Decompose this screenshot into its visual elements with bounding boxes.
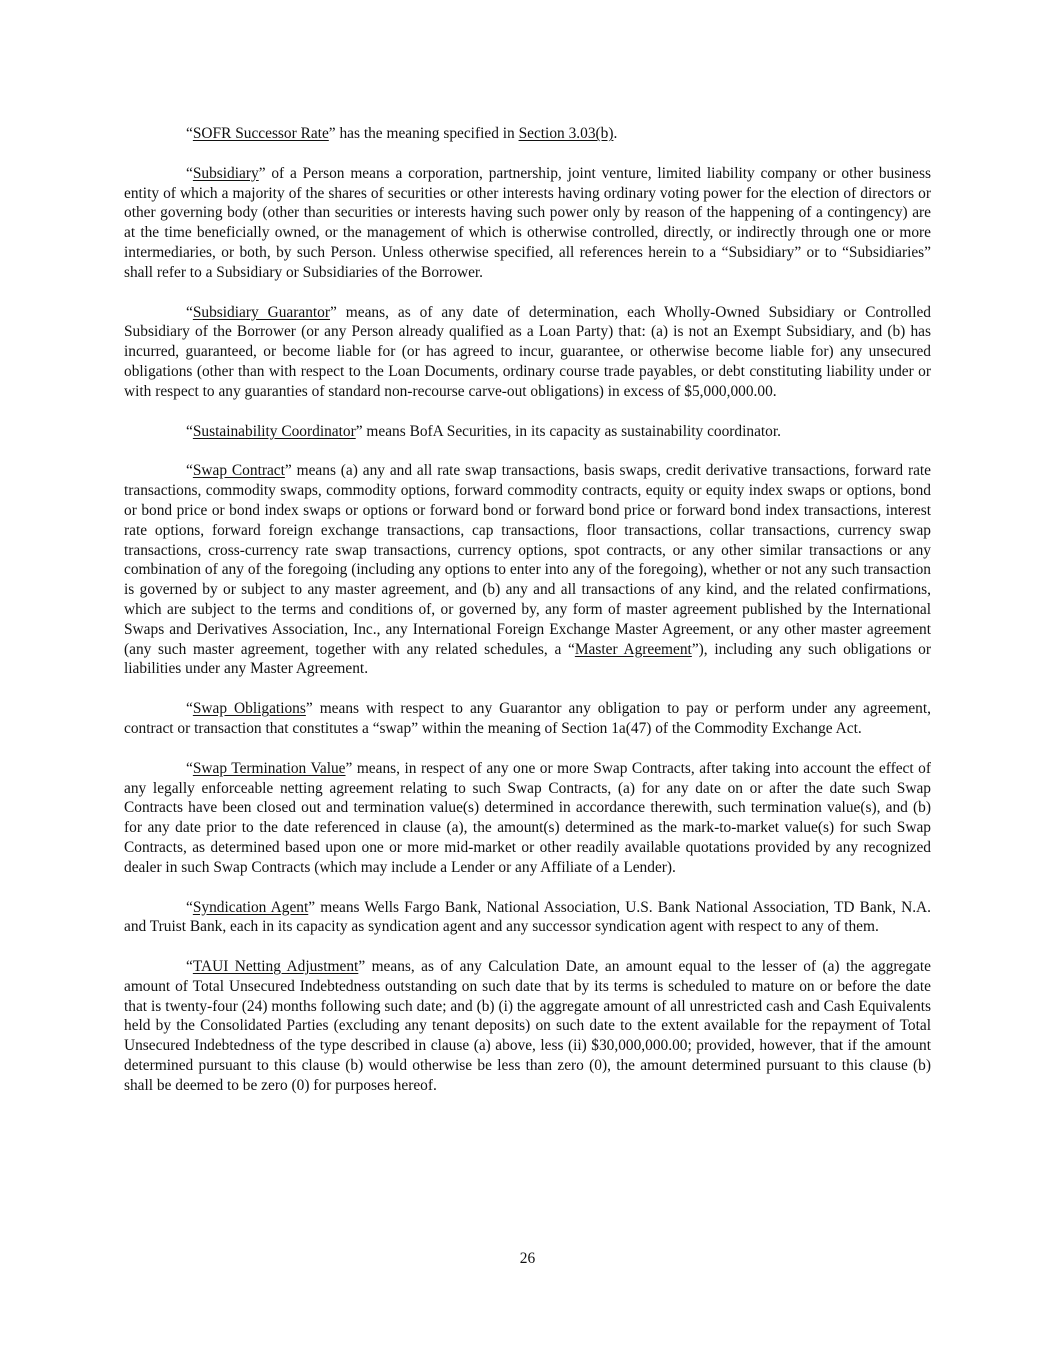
open-quote: “ [186, 462, 193, 480]
defined-term: Subsidiary [192, 164, 259, 182]
defined-term: TAUI Netting Adjustment [192, 958, 359, 976]
defined-term-master-agreement: Master Agreement [574, 640, 692, 658]
definition-text: ” means BofA Securities, in its capacity as sustainability coordinator. [355, 422, 782, 440]
defined-term: Swap Contract [192, 462, 285, 480]
open-quote: “ [186, 164, 193, 182]
open-quote: “ [186, 898, 193, 916]
definition-text: ” of a Person means a corporation, partnership, joint venture, limited liability company or other business entity of which a majority of the shares of securities or other interests having ordinary voting power for the election of directors or other governing body (other than securities or interests having such power only by reason of the happening of a contingency) are at the time beneficially owned, or the management of which is otherwise controlled, directly, or indirectly through one or more intermediaries, or both, by such Person. Unless otherwise specified, all references herein to a “Subsidiary” or to “Subsidiaries” shall refer to a Subsidiary or Subsidiaries of the Borrower. [124, 164, 931, 281]
section-reference: Section 3.03(b) [518, 125, 614, 142]
defined-term: Sustainability Coordinator [192, 422, 356, 440]
open-quote: “ [186, 700, 193, 718]
definition-text: ” means, in respect of any one or more Swap Contracts, after taking into account the effect of any legally enforceable netting agreement relating to such Swap Contracts, (a) for any date on or after the date such Swap Contracts have been closed out and termination value(s) determined in accordance therewith, such termination value(s), and (b) for any date prior to the date referenced in clause (a), the amount(s) determined as the mark-to-market value(s) for such Swap Contracts, as determined based upon one or more mid-market or other readily available quotations provided by any recognized dealer in such Swap Contracts (which may include a Lender or any Affiliate of a Lender). [124, 759, 931, 876]
open-quote: “ [186, 422, 193, 440]
definition-subsidiary [124, 164, 931, 283]
definition-text: ” means, as of any Calculation Date, an amount equal to the lesser of (a) the aggregate amount of Total Unsecured Indebtedness outstanding on such date that by its terms is scheduled to mature on or before the date that is twenty-four (24) months following such date; and (b) (i) the aggregate amount of all unrestricted cash and Cash Equivalents held by the Consolidated Parties (excluding any tenant deposits) on such date to the extent available for the repayment of Total Unsecured Indebtedness of the type described in clause (a) above, less (ii) $30,000,000.00; provided, however, that if the amount determined pursuant to this clause (b) would otherwise be less than zero (0), the amount determined pursuant to this clause (b) shall be deemed to be zero (0) for purposes hereof. [124, 958, 931, 1094]
defined-term: SOFR Successor Rate [192, 125, 329, 142]
definition-taui-netting-adjustment [124, 957, 931, 1096]
definition-text: ” means Wells Fargo Bank, National Association, U.S. Bank National Association, TD Bank, N.A. and Truist Bank, each in its capacity as syndication agent and any successor syndication agent with respect to any of them. [124, 898, 932, 936]
defined-term: Swap Termination Value [192, 759, 346, 777]
document-page [124, 124, 931, 1116]
definition-swap-contract [124, 461, 931, 679]
definition-text: ”), including any such obligations or liabilities under any Master Agreement. [124, 640, 931, 678]
definition-subsidiary-guarantor [124, 303, 931, 402]
definition-syndication-agent [124, 898, 931, 938]
definition-swap-termination-value [124, 759, 931, 878]
definition-text: ” means (a) any and all rate swap transactions, basis swaps, credit derivative transactions, forward rate transactions, commodity swaps, commodity options, forward commodity contracts, equity or equity index swaps or options, bond or bond price or bond index swaps or options or forward bond or forward bond price or forward bond index transactions, interest rate options, forward foreign exchange transactions, cap transactions, floor transactions, collar transactions, currency swap transactions, cross-currency rate swap transactions, currency options, spot contracts, or any other similar transactions or any combination of any of the foregoing (including any options to enter into any of the foregoing), whether or not any such transaction is governed by or subject to any master agreement, and (b) any and all transactions of any kind, and the related confirmations, which are subject to the terms and conditions of, or governed by, any form of master agreement published by the International Swaps and Derivatives Association, Inc., any International Foreign Exchange Master Agreement, or any other master agreement (any such master agreement, together with any related schedules, a “ [124, 462, 932, 658]
definition-text: ” has the meaning specified in [328, 125, 519, 142]
page-number: 26 [519, 1250, 536, 1267]
defined-term: Swap Obligations [192, 700, 306, 718]
defined-term: Subsidiary Guarantor [192, 303, 331, 321]
open-quote: “ [186, 958, 193, 976]
definition-text: ” means, as of any date of determination, each Wholly-Owned Subsidiary or Controlled Subsidiary of the Borrower (or any Person already qualified as a Loan Party) that: (a) is not an Exempt Subsidiary, and (b) has incurred, guaranteed, or become liable for (or has agreed to incur, guarantee, or otherwise become liable for) any unsecured obligations (other than with respect to the Loan Documents, ordinary course trade payables, or debt constituting liability under or with respect to any guaranties of standard non-recourse carve-out obligations) in excess of $5,000,000.00. [124, 303, 932, 400]
definition-swap-obligations [124, 699, 931, 739]
defined-term: Syndication Agent [192, 898, 309, 916]
definition-sustainability-coordinator [124, 422, 931, 442]
open-quote: “ [186, 125, 193, 142]
definition-sofr-successor-rate [124, 124, 931, 144]
definition-text: . [613, 125, 618, 142]
open-quote: “ [186, 303, 193, 321]
definition-text: ” means with respect to any Guarantor any obligation to pay or perform under any agreement, contract or transaction that constitutes a “swap” within the meaning of Section 1a(47) of the Commodity Exchange Act. [124, 700, 931, 737]
open-quote: “ [186, 759, 193, 777]
